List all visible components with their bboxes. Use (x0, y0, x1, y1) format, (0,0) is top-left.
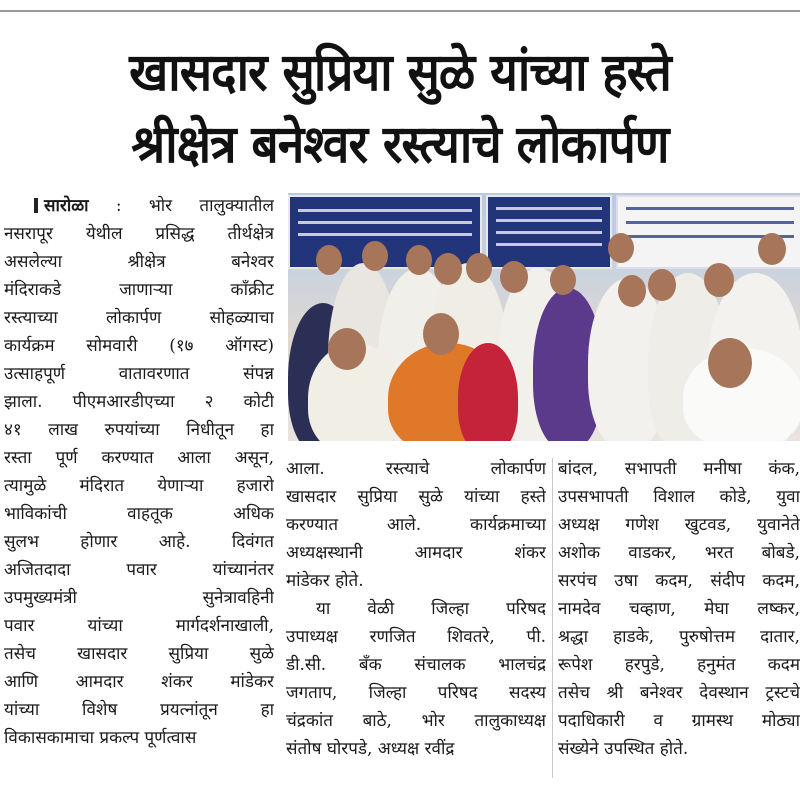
article-line: मांडेकर होते. (286, 571, 364, 591)
article-line: अशोक वाडकर, भरत बोबडे, (558, 543, 800, 563)
article-line: उत्साहपूर्ण वातावरणात संपन्न (4, 364, 274, 384)
article-line: चंद्रकांत बाठे, भोर तालुकाध्यक्ष (286, 711, 546, 731)
column-divider (552, 458, 553, 778)
article-line: पदाधिकारी व ग्रामस्थ मोठ्या (558, 711, 800, 731)
article-line: रस्ता पूर्ण करण्यात आला असून, (4, 448, 274, 468)
dateline-marker-icon (34, 198, 38, 213)
article-line: तसेच खासदार सुप्रिया सुळे (4, 644, 274, 664)
article-line: विकासकामाचा प्रकल्प पूर्णत्वास (4, 728, 197, 748)
article-column-2 (286, 455, 546, 763)
article-line: अध्यक्षस्थानी आमदार शंकर (286, 543, 546, 563)
article-line: झाला. पीएमआरडीएच्या २ कोटी (4, 392, 274, 412)
article-line: मंदिराकडे जाणाऱ्या कॉंक्रीट (4, 280, 274, 300)
article-column-1 (4, 192, 274, 752)
article-line: रस्त्याच्या लोकार्पण सोहळ्याचा (4, 308, 274, 328)
article-line: रूपेश हरपुडे, हनुमंत कदम (558, 655, 800, 675)
article-column-3 (558, 455, 800, 763)
article-line: कार्यक्रम सोमवारी (१७ ऑगस्ट) (4, 336, 274, 356)
event-photo (288, 193, 800, 441)
article-line: आणि आमदार शंकर मांडेकर (4, 672, 274, 692)
headline-line-2: श्रीक्षेत्र बनेश्वर रस्त्याचे लोकार्पण (131, 115, 669, 175)
article-line: संख्येने उपस्थित होते. (558, 739, 689, 759)
article-line: नसरापूर येथील प्रसिद्ध तीर्थक्षेत्र (4, 224, 274, 244)
article-line: त्यामुळे मंदिरात येणाऱ्या हजारो (4, 476, 274, 496)
article-line: सरपंच उषा कदम, संदीप कदम, (558, 571, 800, 591)
article-line: उपसभापती विशाल कोडे, युवा (558, 487, 800, 507)
article-line: पवार यांच्या मार्गदर्शनाखाली, (4, 616, 274, 636)
article-line: करण्यात आले. कार्यक्रमाच्या (286, 515, 546, 535)
article-line: असलेल्या श्रीक्षेत्र बनेश्वर (4, 252, 274, 272)
article-line (4, 192, 274, 220)
top-rule (0, 10, 800, 12)
article-line: अध्यक्ष गणेश खुटवड, युवानेते (558, 515, 800, 535)
article-line: भाविकांची वाहतूक अधिक (4, 504, 274, 524)
article-line: खासदार सुप्रिया सुळे यांच्या हस्ते (286, 487, 546, 507)
article-line: आला. रस्त्याचे लोकार्पण (286, 459, 546, 479)
article-line: तसेच श्री बनेश्वर देवस्थान ट्रस्टचे (558, 683, 800, 703)
article-line: सुलभ होणार आहे. दिवंगत (4, 532, 274, 552)
article-line: संतोष घोरपडे, अध्यक्ष रवींद्र (286, 739, 455, 759)
article-line: बांदल, सभापती मनीषा कंक, (558, 459, 800, 479)
article-line: या वेळी जिल्हा परिषद (316, 599, 546, 619)
article-line: अजितदादा पवार यांच्यानंतर (4, 560, 274, 580)
event-banner-center (486, 195, 612, 269)
article-line: ४१ लाख रुपयांच्या निधीतून हा (4, 420, 274, 440)
article-text: : भोर तालुक्यातील (115, 196, 274, 216)
dateline: सारोळा (44, 196, 89, 216)
headline-line-1: खासदार सुप्रिया सुळे यांच्या हस्ते (129, 43, 671, 103)
article-line: जगताप, जिल्हा परिषद सदस्य (286, 683, 546, 703)
article-line: यांच्या विशेष प्रयत्नांतून हा (4, 700, 274, 720)
article-line: उपमुख्यमंत्री सुनेत्रावहिनी (4, 588, 274, 608)
article-line: श्रद्धा हाडके, पुरुषोत्तम दातार, (558, 627, 800, 647)
article-line: डी.सी. बँक संचालक भालचंद्र (286, 655, 546, 675)
article-line: नामदेव चव्हाण, मेघा लष्कर, (558, 599, 800, 619)
article-line: उपाध्यक्ष रणजित शिवतरे, पी. (286, 627, 546, 647)
